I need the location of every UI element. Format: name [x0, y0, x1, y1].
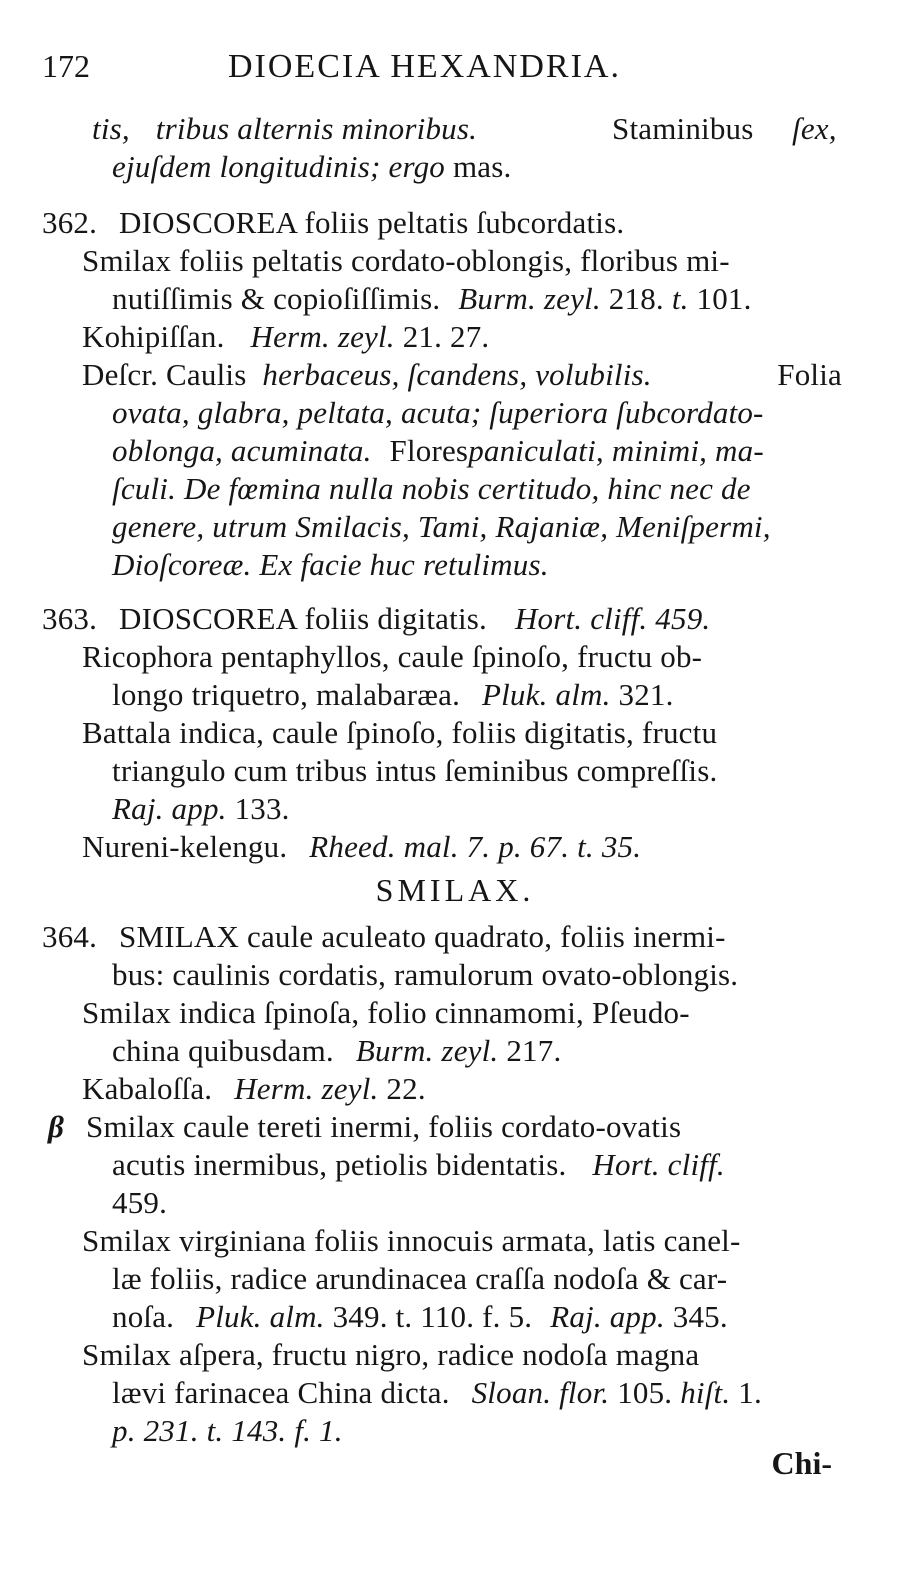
entry-363-synonym-2-ref: Raj. app. 133. [112, 791, 290, 826]
page-number: 172 [42, 48, 90, 84]
entry-364-heading: 364. SMILAX caule aculeato quadrato, foliis inermi- [42, 919, 726, 954]
entry-362-description-3: oblonga, acuminata. Florespaniculati, minimi, ma- [112, 433, 764, 468]
entry-362-description-2: ovata, glabra, peltata, acuta; ſuperiora ſubcordato- [112, 395, 764, 430]
entry-362-description-1: Deſcr. Caulis herbaceus, ſcandens, volubilis. Folia [82, 357, 842, 392]
entry-363-vernacular: Nureni-kelengu. Rheed. mal. 7. p. 67. t. 35. [82, 829, 642, 864]
entry-364-synonym-1: Smilax indica ſpinoſa, folio cinnamomi, Pſeudo- [82, 995, 690, 1030]
continuation-line-2: ejuſdem longitudinis; ergo mas. [112, 149, 512, 184]
running-title: DIOECIA HEXANDRIA. [228, 48, 621, 85]
entry-364-heading-cont: bus: caulinis cordatis, ramulorum ovato-oblongis. [112, 957, 739, 992]
entry-363-synonym-2: Battala indica, caule ſpinoſo, foliis digitatis, fructu [82, 715, 718, 750]
entry-364-synonym-1-ref: china quibusdam. Burm. zeyl. 217. [112, 1033, 562, 1068]
entry-362-description-5: genere, utrum Smilacis, Tami, Rajaniæ, Meniſpermi, [112, 509, 771, 544]
entry-362-synonym-ref: nutiſſimis & copioſiſſimis. Burm. zeyl. 218. t. 101. [112, 281, 752, 316]
catchword: Chi- [771, 1445, 832, 1481]
entry-363-heading: 363. DIOSCOREA foliis digitatis. Hort. cliff. 459. [42, 601, 711, 636]
entry-364-synonym-2: Smilax virginiana foliis innocuis armata, latis canel- [82, 1223, 741, 1258]
entry-364-vernacular: Kabaloſſa. Herm. zeyl. 22. [82, 1071, 426, 1106]
entry-364-synonym-3-ref: p. 231. t. 143. f. 1. [112, 1413, 343, 1448]
entry-364-synonym-2-cont: læ foliis, radice arundinacea craſſa nodoſa & car- [112, 1261, 728, 1296]
entry-362-synonym-line: Smilax foliis peltatis cordato-oblongis, floribus mi- [82, 243, 730, 278]
entry-number: 363. [42, 601, 98, 636]
entry-364-synonym-3-cont: lævi farinacea China dicta. Sloan. flor. 105. hiſt. 1. [112, 1375, 762, 1410]
entry-362-description-6: Dioſcoreæ. Ex facie huc retulimus. [112, 547, 549, 582]
beta-marker: β [48, 1109, 65, 1144]
entry-362-vernacular: Kohipiſſan. Herm. zeyl. 21. 27. [82, 319, 490, 354]
entry-364-variety-beta-cont: acutis inermibus, petiolis bidentatis. Hort. cliff. [112, 1147, 725, 1182]
entry-363-synonym-1-ref: longo triquetro, malabaræa. Pluk. alm. 321. [112, 677, 674, 712]
entry-363-synonym-1: Ricophora pentaphyllos, caule ſpinoſo, fructu ob- [82, 639, 703, 674]
entry-362-heading: 362. DIOSCOREA foliis peltatis ſubcordatis. [42, 205, 625, 240]
entry-364-variety-beta: β Smilax caule tereti inermi, foliis cordato-ovatis [48, 1109, 682, 1144]
genus-title: SMILAX. [375, 872, 535, 908]
continuation-line-1: tis, tribus alternis minoribus. Staminibus ſex, [92, 111, 837, 146]
entry-number: 364. [42, 919, 98, 954]
entry-364-variety-beta-ref: 459. [112, 1185, 168, 1220]
entry-362-description-4: ſculi. De fœmina nulla nobis certitudo, hinc nec de [112, 471, 751, 506]
entry-364-synonym-2-ref: noſa. Pluk. alm. 349. t. 110. f. 5. Raj. app. 345. [112, 1299, 728, 1334]
entry-364-synonym-3: Smilax aſpera, fructu nigro, radice nodoſa magna [82, 1337, 700, 1372]
entry-number: 362. [42, 205, 98, 240]
entry-363-synonym-2-cont: triangulo cum tribus intus ſeminibus compreſſis. [112, 753, 718, 788]
